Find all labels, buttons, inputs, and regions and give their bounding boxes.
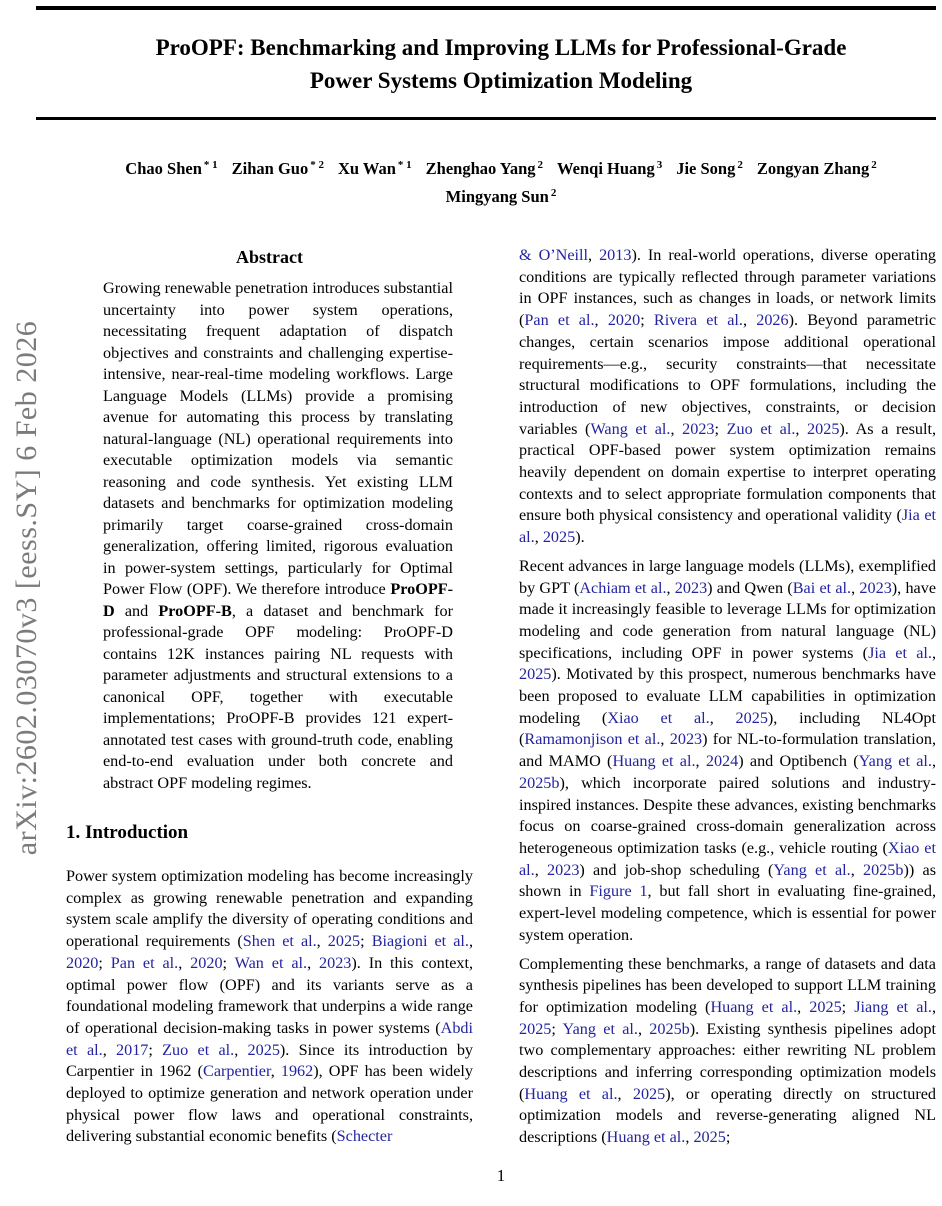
text-run: , bbox=[850, 860, 864, 879]
text-run: , bbox=[851, 578, 860, 597]
citation-link[interactable]: Figure 1 bbox=[589, 882, 648, 901]
author-affiliation-superscript: 2 bbox=[537, 159, 544, 171]
text-run: , bbox=[316, 932, 328, 951]
author-affiliation-superscript: 3 bbox=[656, 159, 663, 171]
text-run: ; bbox=[222, 953, 235, 972]
citation-link[interactable]: Pan et al. bbox=[524, 311, 595, 330]
text-run: , bbox=[534, 860, 548, 879]
text-run: Power system optimization modeling has become increasingly complex as growing renewable penetration and expanding system scale amplify the diversity of operating conditions and operational requirements ( bbox=[66, 867, 473, 951]
abstract-section bbox=[66, 245, 473, 794]
citation-link[interactable]: 2020 bbox=[66, 953, 99, 972]
citation-link[interactable]: 2023 bbox=[682, 419, 715, 438]
citation-link[interactable]: Carpentier bbox=[203, 1062, 271, 1081]
author-name-text: Chao Shen bbox=[125, 159, 202, 178]
citation-link[interactable]: Yang et al. bbox=[858, 752, 932, 771]
citation-link[interactable]: 2025b bbox=[863, 860, 904, 879]
author-name bbox=[125, 159, 217, 178]
text-run: ). Since its introduction by Carpentier in 1962 ( bbox=[66, 1040, 474, 1081]
author-line-2 bbox=[66, 184, 936, 212]
text-run: , bbox=[670, 419, 683, 438]
citation-link[interactable]: Abdi et al. bbox=[66, 1018, 473, 1059]
author-name bbox=[446, 187, 557, 206]
author-affiliation-superscript: 2 bbox=[737, 159, 743, 171]
paper-title-line1: ProOPF: Benchmarking and Improving LLMs for Professional-Grade bbox=[155, 35, 847, 60]
text-run: ; bbox=[98, 953, 111, 972]
text-run: Complementing these benchmarks, a range of datasets and data synthesis pipelines has been developed to support LLM training for optimization modeling ( bbox=[519, 954, 936, 1016]
author-block bbox=[66, 156, 936, 212]
body-paragraph-1 bbox=[519, 245, 936, 549]
text-run: , bbox=[270, 1062, 281, 1081]
citation-link[interactable]: 2025 bbox=[519, 665, 552, 684]
citation-link[interactable]: Zuo et al. bbox=[726, 419, 796, 438]
author-affiliation-superscript: * 1 bbox=[397, 159, 412, 171]
citation-link[interactable]: & O’Neill bbox=[519, 246, 589, 264]
citation-link[interactable]: 2023 bbox=[319, 953, 352, 972]
citation-link[interactable]: Xiao et al. bbox=[607, 708, 710, 727]
text-run: , bbox=[660, 730, 670, 749]
text-run: , bbox=[695, 752, 706, 771]
text-run: ; bbox=[551, 1019, 563, 1038]
text-run: , bbox=[468, 932, 473, 951]
author-name-text: Zihan Guo bbox=[231, 159, 309, 178]
paper-title-line2: Power Systems Optimization Modeling bbox=[309, 68, 693, 93]
author-name-text: Jie Song bbox=[676, 159, 736, 178]
citation-link[interactable]: Achiam et al. bbox=[579, 578, 667, 597]
citation-link[interactable]: 2025b bbox=[519, 773, 560, 792]
author-affiliation-superscript: 2 bbox=[871, 159, 877, 171]
text-run: ). In this context, optimal power flow (OPF) and its variants serve as a foundational modeling framework that underpins a wide range of operational decision-making tasks in power systems ( bbox=[66, 953, 474, 1037]
citation-link[interactable]: Jia et al. bbox=[868, 643, 932, 662]
text-run: ; bbox=[148, 1040, 163, 1059]
text-run: ). bbox=[575, 528, 585, 547]
citation-link[interactable]: 2020 bbox=[607, 311, 641, 330]
abstract-text bbox=[103, 278, 453, 794]
citation-link[interactable]: Jia et al. bbox=[519, 506, 936, 547]
text-run: , bbox=[178, 953, 191, 972]
author-name-text: Wenqi Huang bbox=[557, 159, 655, 178]
citation-link[interactable]: 2023 bbox=[859, 578, 892, 597]
citation-link[interactable]: Xiao et al. bbox=[519, 838, 936, 879]
citation-link[interactable]: Huang et al. bbox=[612, 752, 696, 771]
author-line-1 bbox=[66, 156, 936, 184]
text-run: , bbox=[588, 246, 600, 264]
author-affiliation-superscript: * 1 bbox=[203, 159, 218, 171]
citation-link[interactable]: 2026 bbox=[756, 311, 789, 330]
paper-page bbox=[0, 6, 942, 1156]
citation-link[interactable]: Shen et al. bbox=[242, 932, 317, 951]
citation-link[interactable]: 2023 bbox=[669, 730, 703, 749]
author-name bbox=[338, 159, 412, 178]
text-run: , bbox=[307, 953, 319, 972]
text-run: ; bbox=[360, 932, 372, 951]
text-run: , bbox=[234, 1040, 248, 1059]
text-run: ). As a result, practical OPF-based power system optimization remains heavily dependent on domain expertise to interpret operating contexts and to select appropriate formulation components that ensure both physical consistency and operational validity ( bbox=[519, 419, 937, 525]
citation-link[interactable]: Schecter bbox=[336, 1127, 393, 1146]
text-run: , bbox=[594, 311, 608, 330]
body-paragraph-3 bbox=[519, 954, 936, 1149]
text-run: , bbox=[534, 528, 543, 547]
text-run: , a dataset and benchmark for professional-grade OPF modeling: ProOPF-D contains 12K instances pairing NL requests with parameter adjustments and structural extensions to a canonical OPF, together with executable implementations; ProOPF-B provides 121 expert-annotated test cases with ground-truth code, enabling end-to-end evaluation under both concrete and abstract OPF modeling regimes. bbox=[103, 601, 453, 792]
bold-text: ProOPF-B bbox=[158, 601, 232, 620]
citation-link[interactable]: Wang et al. bbox=[590, 419, 671, 438]
text-run: Growing renewable penetration introduces substantial uncertainty into power system operations, necessitating frequent adaptation of dispatch objectives and constraints and challenging expertise-intensive, near-real-time modeling workflows. Large Language Models (LLMs) provide a promising avenue for automating this process by translating natural-language (NL) operational requirements into executable optimization models via semantic reasoning and code synthesis. Yet existing LLM datasets and benchmarks for optimization modeling primarily target coarse-grained cross-domain generalization, offering limited, rigorous evaluation in power-system settings, particularly for Optimal Power Flow (OPF). We therefore introduce bbox=[103, 279, 453, 598]
author-name bbox=[676, 159, 743, 178]
text-run: ) and job-shop scheduling ( bbox=[579, 860, 774, 879]
text-run: , bbox=[102, 1040, 117, 1059]
author-name-text: Zhenghao Yang bbox=[425, 159, 536, 178]
citation-link[interactable]: Zuo et al. bbox=[162, 1040, 235, 1059]
citation-link[interactable]: Jiang et al. bbox=[854, 997, 932, 1016]
author-name-text: Mingyang Sun bbox=[445, 187, 549, 206]
author-name bbox=[232, 159, 324, 178]
text-run: ; bbox=[841, 997, 855, 1016]
bold-text: ProOPF-D bbox=[103, 580, 453, 620]
citation-link[interactable]: Pan et al. bbox=[110, 953, 179, 972]
body-paragraph-2 bbox=[519, 556, 936, 947]
text-run: ). Motivated by this prospect, numerous benchmarks have been proposed to evaluate LLM capabilities in optimization modeling ( bbox=[519, 665, 936, 727]
intro-paragraph bbox=[66, 866, 473, 1148]
text-run: , bbox=[617, 1084, 633, 1103]
citation-link[interactable]: 2025b bbox=[649, 1019, 690, 1038]
citation-link[interactable]: 2017 bbox=[116, 1040, 149, 1059]
author-name bbox=[757, 159, 877, 178]
text-run: ; bbox=[725, 1128, 731, 1147]
text-run: , bbox=[931, 643, 936, 662]
author-affiliation-superscript: 2 bbox=[550, 187, 557, 199]
text-run: ). Beyond parametric changes, certain scenarios impose additional operational requirements—e.g., security constraints—that necessitate structural modifications to OPF formulations, including the introduction of new objectives, constraints, or decision variables ( bbox=[519, 311, 937, 438]
top-rule bbox=[36, 6, 936, 10]
text-run: ), have made it increasingly feasible to leverage LLMs for optimization modeling and code generation from natural language (NL) specifications, including OPF in power systems ( bbox=[519, 578, 937, 662]
text-run: ). Existing synthesis pipelines adopt two complementary approaches: either rewriting NL problem descriptions and inferring corresponding optimization models ( bbox=[519, 1019, 936, 1103]
citation-link[interactable]: 2025 bbox=[542, 528, 576, 547]
text-run: , bbox=[795, 419, 808, 438]
citation-link[interactable]: 1962 bbox=[280, 1062, 314, 1081]
citation-link[interactable]: 2025 bbox=[735, 708, 768, 727]
author-name bbox=[557, 159, 662, 178]
author-name-text: Xu Wan bbox=[337, 159, 396, 178]
citation-link[interactable]: 2024 bbox=[705, 752, 739, 771]
text-run: ) and Optibench ( bbox=[738, 752, 859, 771]
author-affiliation-superscript: * 2 bbox=[310, 159, 324, 171]
citation-link[interactable]: 2025 bbox=[519, 1019, 552, 1038]
text-run: ; bbox=[714, 419, 727, 438]
text-run: ) for NL-to-formulation translation, and MAMO ( bbox=[519, 730, 937, 771]
text-run: , bbox=[685, 1128, 694, 1147]
citation-link[interactable]: 2023 bbox=[547, 860, 580, 879]
text-run: Recent advances in large language models (LLMs), exemplified by GPT ( bbox=[519, 556, 936, 597]
citation-link[interactable]: Rivera et al. bbox=[653, 311, 743, 330]
text-run: , bbox=[797, 997, 810, 1016]
citation-link[interactable]: Ramamonjison et al. bbox=[524, 730, 661, 749]
text-run: , but fall short in evaluating fine-grained, expert-level modeling competence, which is essential for power system operation. bbox=[519, 882, 936, 944]
text-run: ), or operating directly on structured optimization models and reverse-generating aligned NL descriptions ( bbox=[519, 1084, 937, 1147]
page-number: 1 bbox=[496, 1166, 506, 1185]
citation-link[interactable]: 2025 bbox=[327, 932, 361, 951]
citation-link[interactable]: 2025 bbox=[809, 997, 842, 1016]
text-run: )) as shown in bbox=[519, 860, 936, 901]
text-run: ), including NL4Opt ( bbox=[519, 708, 936, 749]
abstract-heading: Abstract bbox=[236, 247, 303, 267]
citation-link[interactable]: Huang et al. bbox=[710, 997, 798, 1016]
paper-title bbox=[66, 31, 936, 97]
citation-link[interactable]: 2020 bbox=[190, 953, 223, 972]
author-name-text: Zongyan Zhang bbox=[756, 159, 870, 178]
text-run: ; bbox=[640, 311, 654, 330]
citation-link[interactable]: Huang et al. bbox=[524, 1084, 618, 1103]
citation-link[interactable]: 2013 bbox=[599, 246, 632, 264]
citation-link[interactable]: 2025 bbox=[807, 419, 840, 438]
left-column bbox=[66, 245, 473, 1156]
two-column-body bbox=[66, 245, 936, 1156]
citation-link[interactable]: Biagioni et al. bbox=[371, 932, 469, 951]
section-heading-introduction: 1. Introduction bbox=[66, 822, 189, 843]
text-run: , bbox=[931, 752, 937, 771]
citation-link[interactable]: 2025 bbox=[632, 1084, 666, 1103]
text-run: , bbox=[666, 578, 675, 597]
text-run: , bbox=[709, 708, 736, 727]
citation-link[interactable]: Bai et al. bbox=[792, 578, 852, 597]
citation-link[interactable]: 2025 bbox=[247, 1040, 280, 1059]
citation-link[interactable]: Huang et al. bbox=[606, 1128, 686, 1147]
text-run: , bbox=[637, 1019, 650, 1038]
text-run: , bbox=[742, 311, 757, 330]
citation-link[interactable]: Wan et al. bbox=[234, 953, 308, 972]
text-run: and bbox=[114, 601, 159, 620]
citation-link[interactable]: Yang et al. bbox=[562, 1019, 638, 1038]
title-rule bbox=[36, 117, 936, 120]
text-run: ), OPF has been widely deployed to optimize generation and network operation under physical power flow laws and operational constraints, delivering substantial economic benefits ( bbox=[66, 1062, 474, 1146]
citation-link[interactable]: 2023 bbox=[674, 578, 708, 597]
text-run: , bbox=[931, 997, 937, 1016]
citation-link[interactable]: Yang et al. bbox=[773, 860, 851, 879]
author-name bbox=[426, 159, 543, 178]
arxiv-watermark: arXiv:2602.03070v3 [eess.SY] 6 Feb 2026 bbox=[10, 320, 43, 856]
text-run: ) and Qwen ( bbox=[707, 578, 793, 597]
text-run: ). In real-world operations, diverse operating conditions are typically reflected through parameter variations in OPF instances, such as changes in loads, or network limits ( bbox=[519, 246, 937, 330]
text-run: ), which incorporate paired solutions and industry-inspired instances. Despite these advances, existing benchmarks focus on coarse-grained cross-domain generalization across heterogeneous optimization tasks (e.g., vehicle routing ( bbox=[519, 773, 936, 857]
citation-link[interactable]: 2025 bbox=[693, 1128, 726, 1147]
right-column bbox=[519, 245, 936, 1156]
